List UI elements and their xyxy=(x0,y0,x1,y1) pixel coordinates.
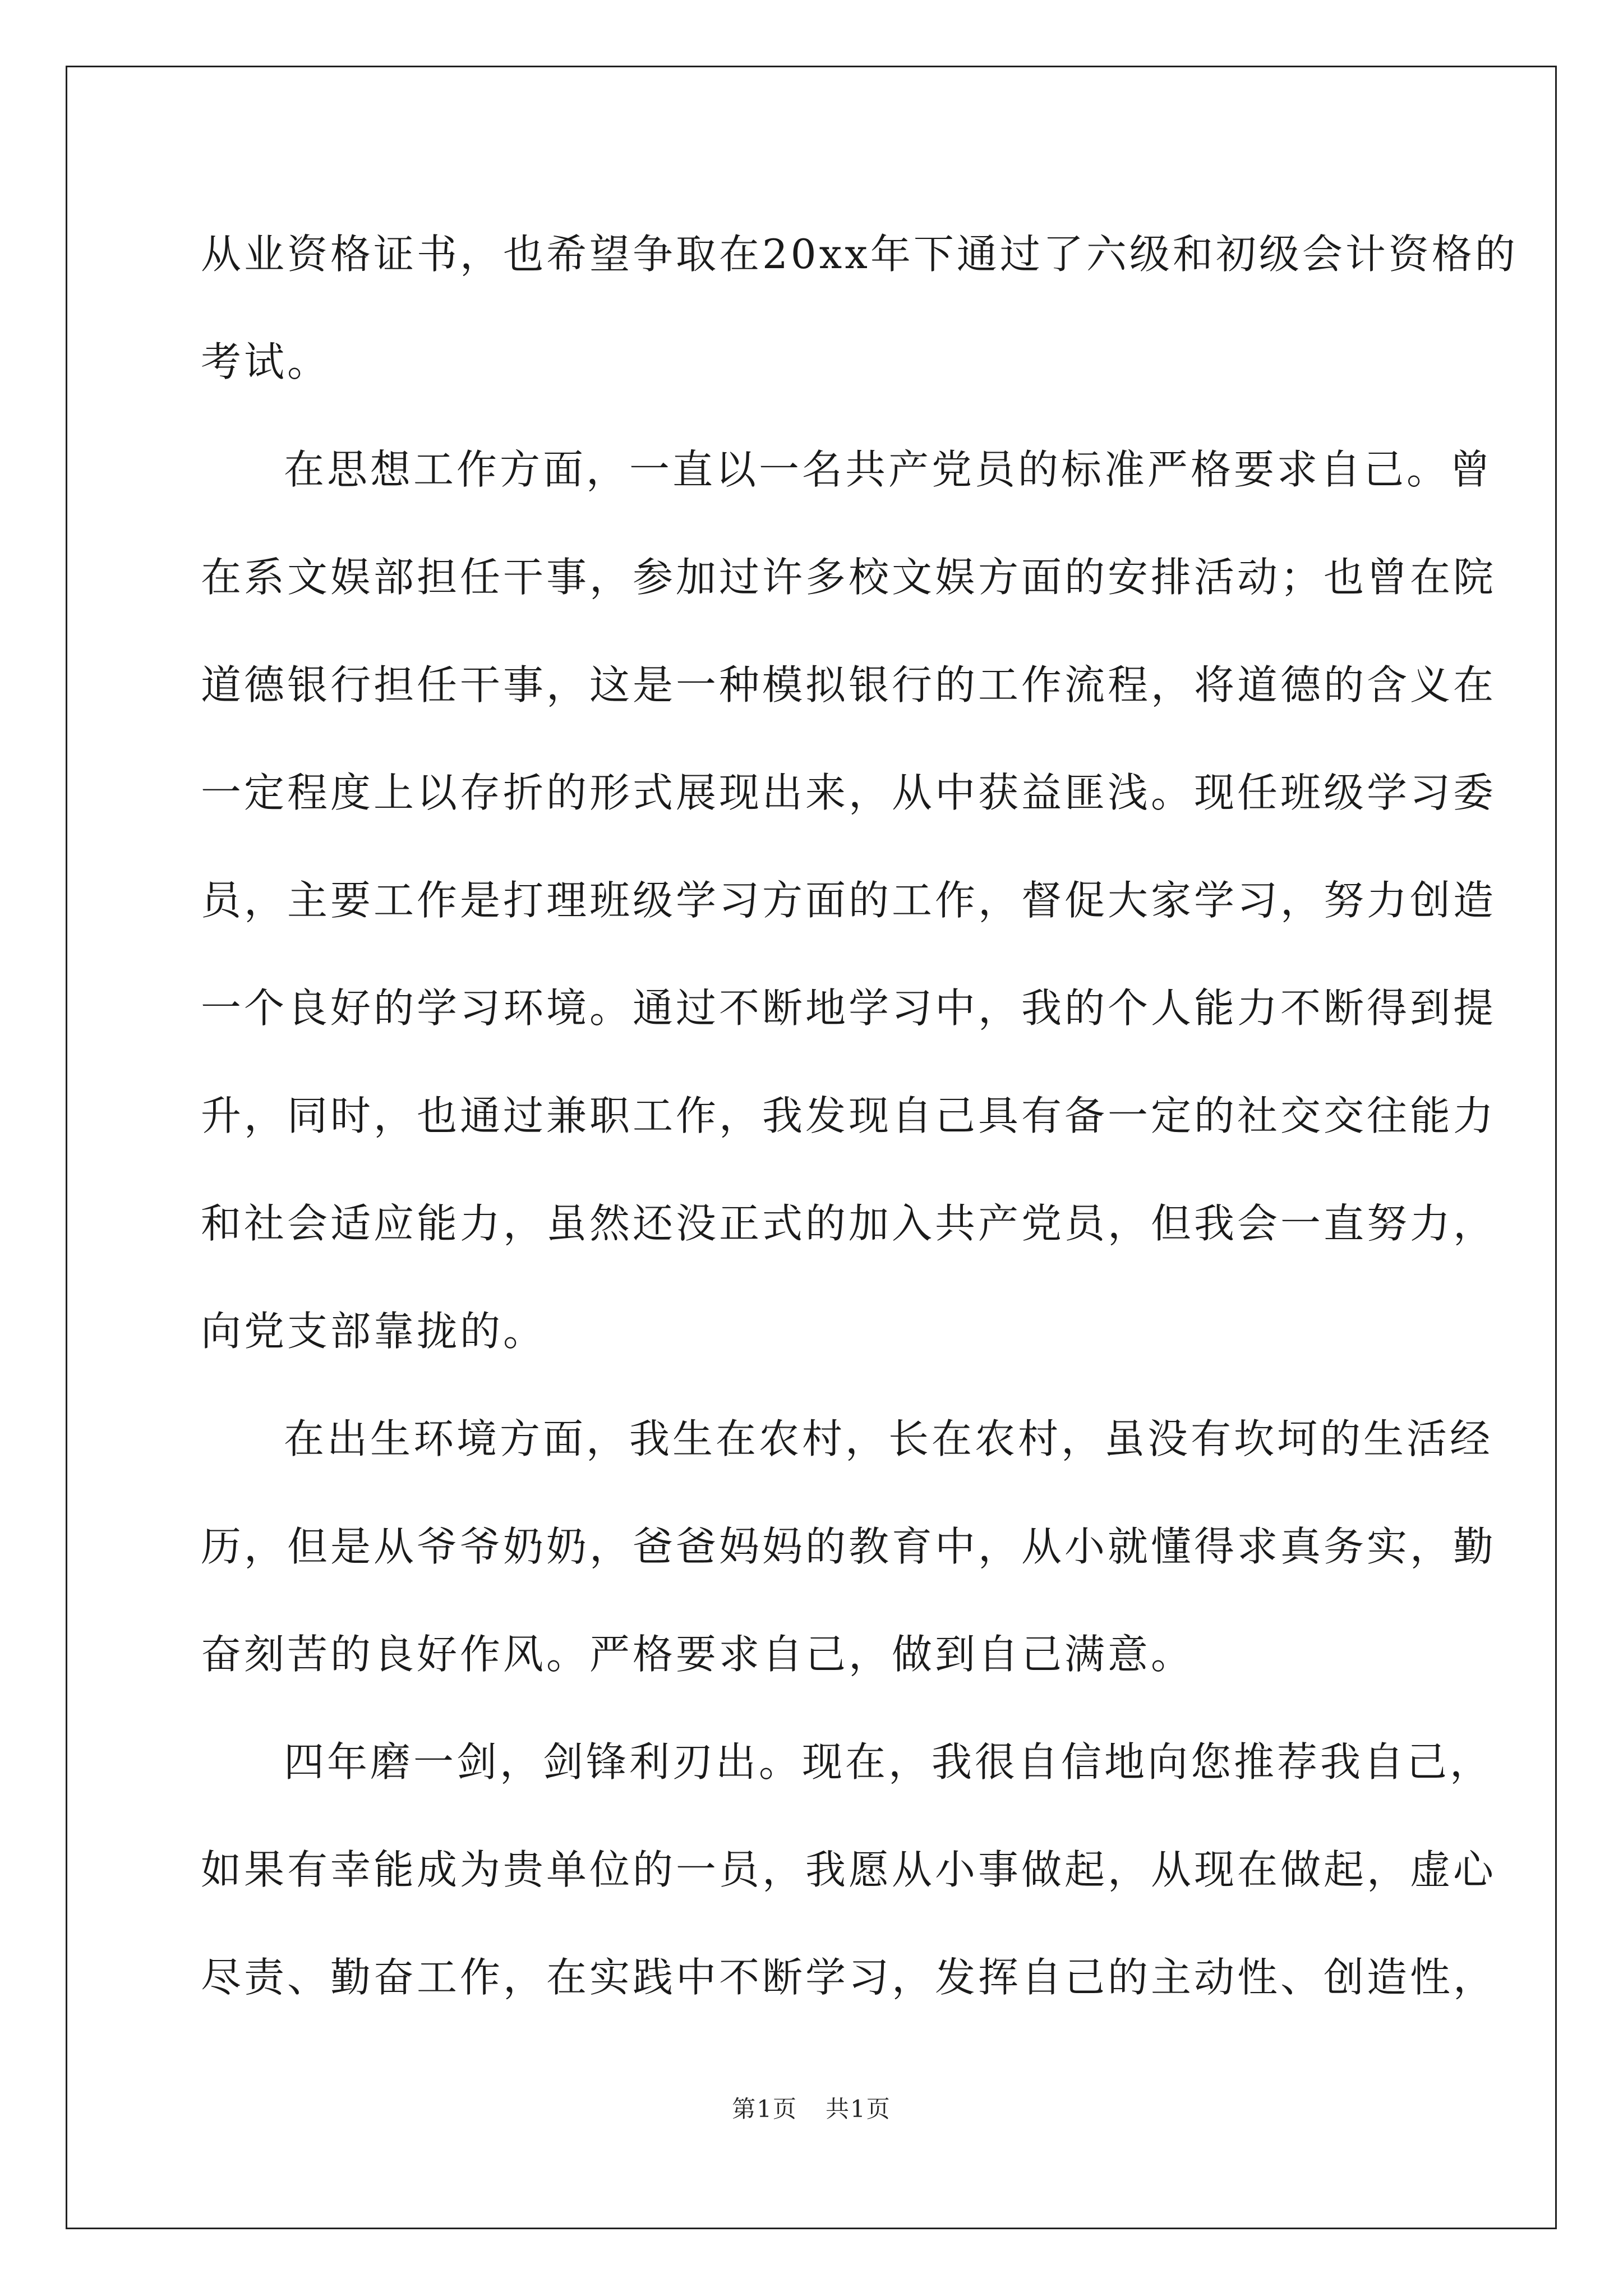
page-number-current: 第1页 xyxy=(732,2095,797,2123)
text-line: 一定程度上以存折的形式展现出来，从中获益匪浅。现任班级学习委 xyxy=(201,769,1497,816)
document-body xyxy=(201,218,1518,2049)
page-footer xyxy=(0,2091,1623,2124)
text-line: 向党支部靠拢的。 xyxy=(201,1308,547,1355)
text-line: 一个良好的学习环境。通过不断地学习中，我的个人能力不断得到提 xyxy=(201,984,1497,1032)
text-line: 在系文娱部担任干事，参加过许多校文娱方面的安排活动；也曾在院 xyxy=(201,554,1497,601)
text-line: 历，但是从爷爷奶奶，爸爸妈妈的教育中，从小就懂得求真务实，勤 xyxy=(201,1523,1497,1570)
text-line: 考试。 xyxy=(201,338,331,385)
paragraph-start-line: 四年磨一剑，剑锋利刃出。现在，我很自信地向您推荐我自己， xyxy=(284,1738,1493,1786)
text-line: 升，同时，也通过兼职工作，我发现自己具有备一定的社交交往能力 xyxy=(201,1092,1497,1139)
text-line: 奋刻苦的良好作风。严格要求自己，做到自己满意。 xyxy=(201,1631,1195,1678)
text-line: 尽责、勤奋工作，在实践中不断学习，发挥自己的主动性、创造性， xyxy=(201,1954,1497,2001)
text-line: 员，主要工作是打理班级学习方面的工作，督促大家学习，努力创造 xyxy=(201,877,1497,924)
paragraph-start-line: 在出生环境方面，我生在农村，长在农村，虽没有坎坷的生活经 xyxy=(284,1415,1493,1462)
text-line: 道德银行担任干事，这是一种模拟银行的工作流程，将道德的含义在 xyxy=(201,661,1497,708)
page-number-total: 共1页 xyxy=(826,2095,891,2123)
text-line: 和社会适应能力，虽然还没正式的加入共产党员，但我会一直努力， xyxy=(201,1200,1497,1247)
paragraph-start-line: 在思想工作方面，一直以一名共产党员的标准严格要求自己。曾 xyxy=(284,446,1493,493)
text-line: 如果有幸能成为贵单位的一员，我愿从小事做起，从现在做起，虚心 xyxy=(201,1846,1497,1893)
text-line: 从业资格证书，也希望争取在20xx年下通过了六级和初级会计资格的 xyxy=(201,231,1518,278)
